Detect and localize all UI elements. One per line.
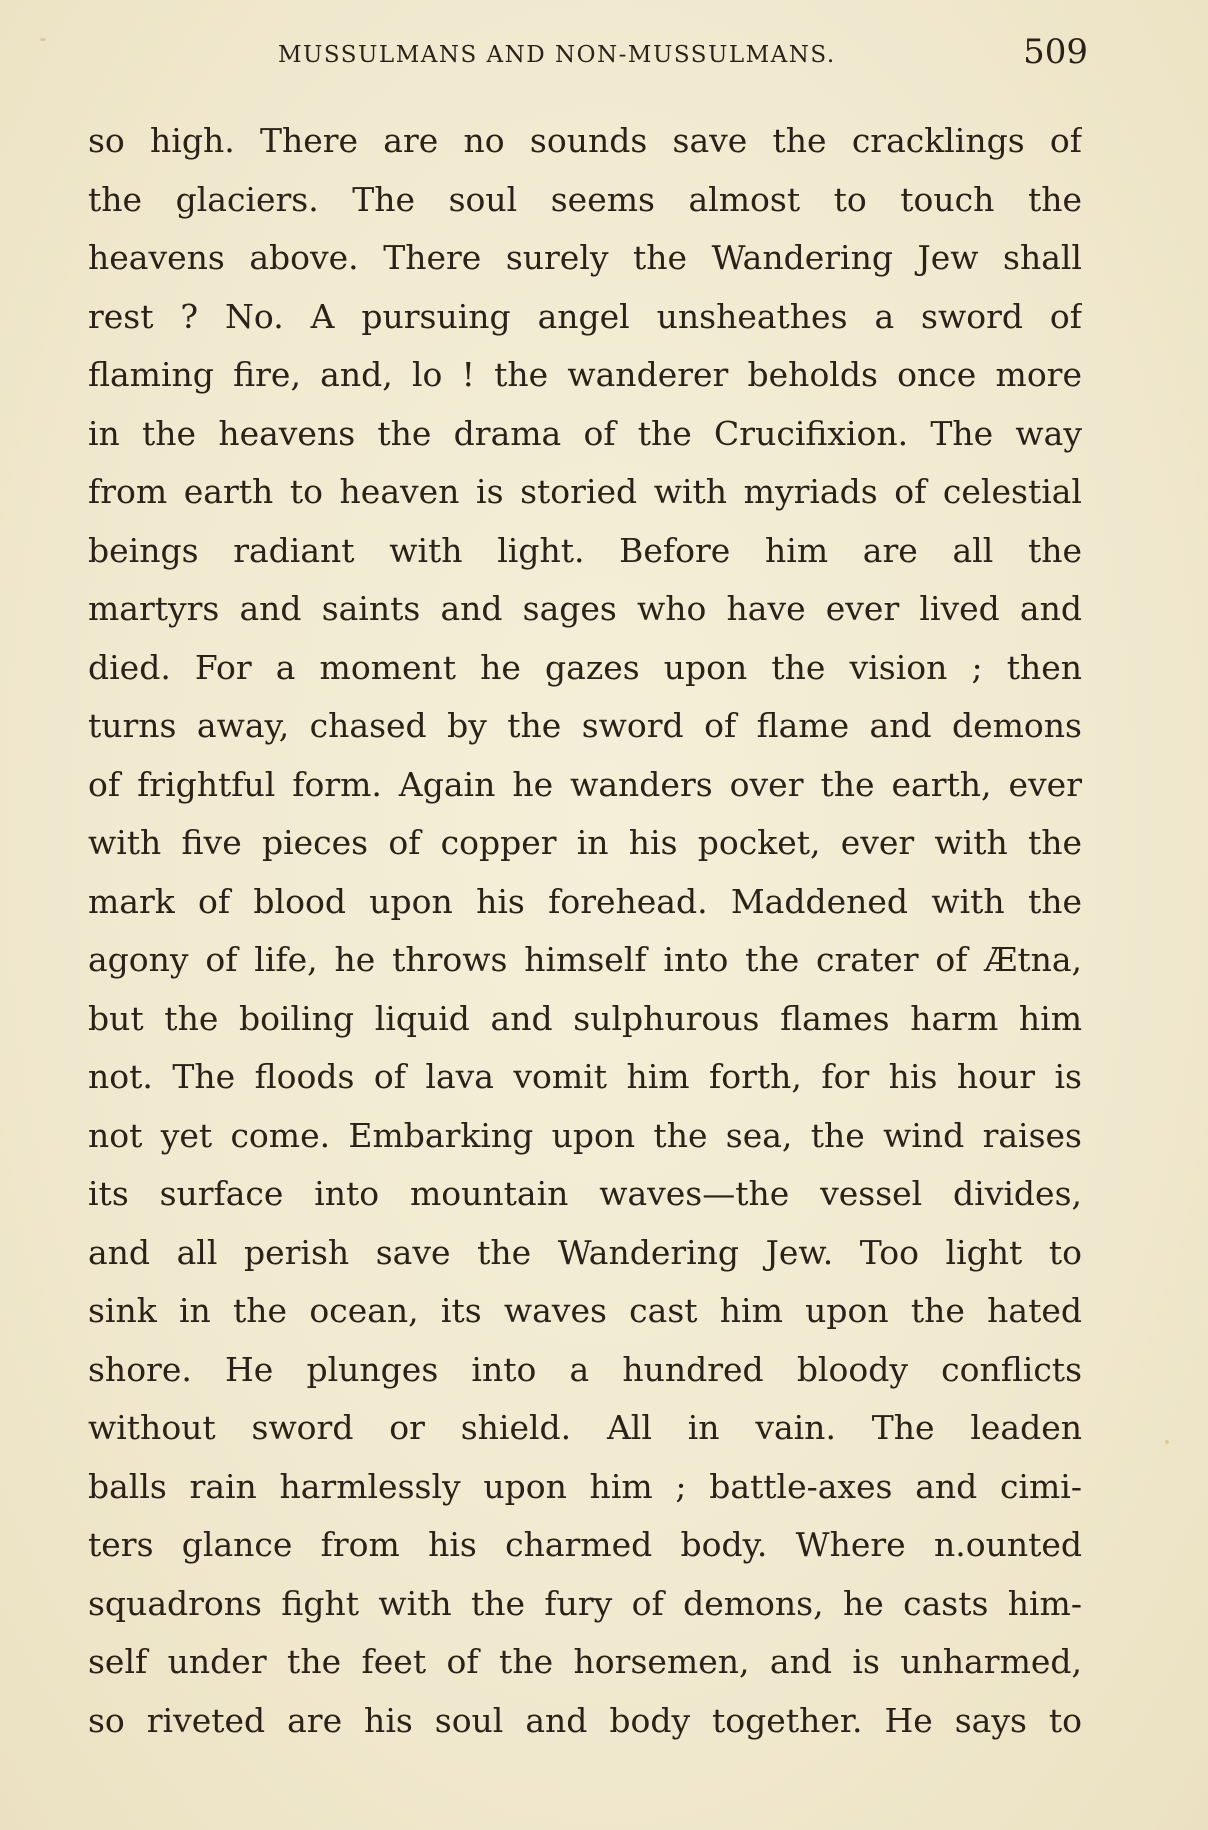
text-line: beings radiant with light. Before him are all the — [88, 530, 1082, 570]
text-line: martyrs and saints and sages who have ever lived and — [88, 589, 1082, 628]
text-line: so high. There are no sounds save the cracklings of — [88, 121, 1082, 160]
text-line: the glaciers. The soul seems almost to touch the — [88, 179, 1082, 219]
text-line: but the boiling liquid and sulphurous flames harm him — [88, 998, 1082, 1038]
body-text — [88, 112, 1082, 1750]
text-line: without sword or shield. All in vain. The leaden — [88, 1408, 1082, 1447]
page-header — [88, 34, 1088, 78]
paper-spot — [1165, 1440, 1169, 1444]
text-line: from earth to heaven is storied with myriads of celestial — [88, 472, 1082, 511]
text-line: so riveted are his soul and body together. He says to — [88, 1700, 1082, 1740]
text-line: not. The floods of lava vomit him forth, for his hour is — [88, 1057, 1082, 1096]
text-line: agony of life, he throws himself into the crater of Ætna, — [88, 940, 1082, 979]
text-line: its surface into mountain waves—the vessel divides, — [88, 1174, 1082, 1213]
text-line: ters glance from his charmed body. Where n.ounted — [88, 1525, 1082, 1564]
page-number: 509 — [1023, 32, 1088, 72]
text-line: squadrons fight with the fury of demons, he casts him- — [88, 1583, 1082, 1623]
text-line: shore. He plunges into a hundred bloody conflicts — [88, 1349, 1082, 1389]
text-line: flaming fire, and, lo ! the wanderer beholds once more — [88, 355, 1082, 394]
text-line: in the heavens the drama of the Crucifixion. The way — [88, 413, 1082, 453]
text-line: with five pieces of copper in his pocket, ever with the — [88, 823, 1082, 862]
text-line: and all perish save the Wandering Jew. Too light to — [88, 1232, 1082, 1272]
running-title: MUSSULMANS AND NON-MUSSULMANS. — [278, 42, 836, 68]
text-line: sink in the ocean, its waves cast him upon the hated — [88, 1291, 1082, 1330]
text-line: turns away, chased by the sword of flame and demons — [88, 706, 1082, 745]
paper-spot — [40, 38, 46, 41]
text-line: self under the feet of the horsemen, and is unharmed, — [88, 1642, 1082, 1681]
text-line: rest ? No. A pursuing angel unsheathes a sword of — [88, 296, 1082, 336]
text-line: balls rain harmlessly upon him ; battle-axes and cimi- — [88, 1466, 1082, 1506]
text-line: mark of blood upon his forehead. Maddened with the — [88, 881, 1082, 921]
text-line: not yet come. Embarking upon the sea, the wind raises — [88, 1115, 1082, 1155]
text-line: died. For a moment he gazes upon the vision ; then — [88, 647, 1082, 687]
text-line: heavens above. There surely the Wandering Jew shall — [88, 238, 1082, 277]
text-line: of frightful form. Again he wanders over the earth, ever — [88, 764, 1082, 804]
